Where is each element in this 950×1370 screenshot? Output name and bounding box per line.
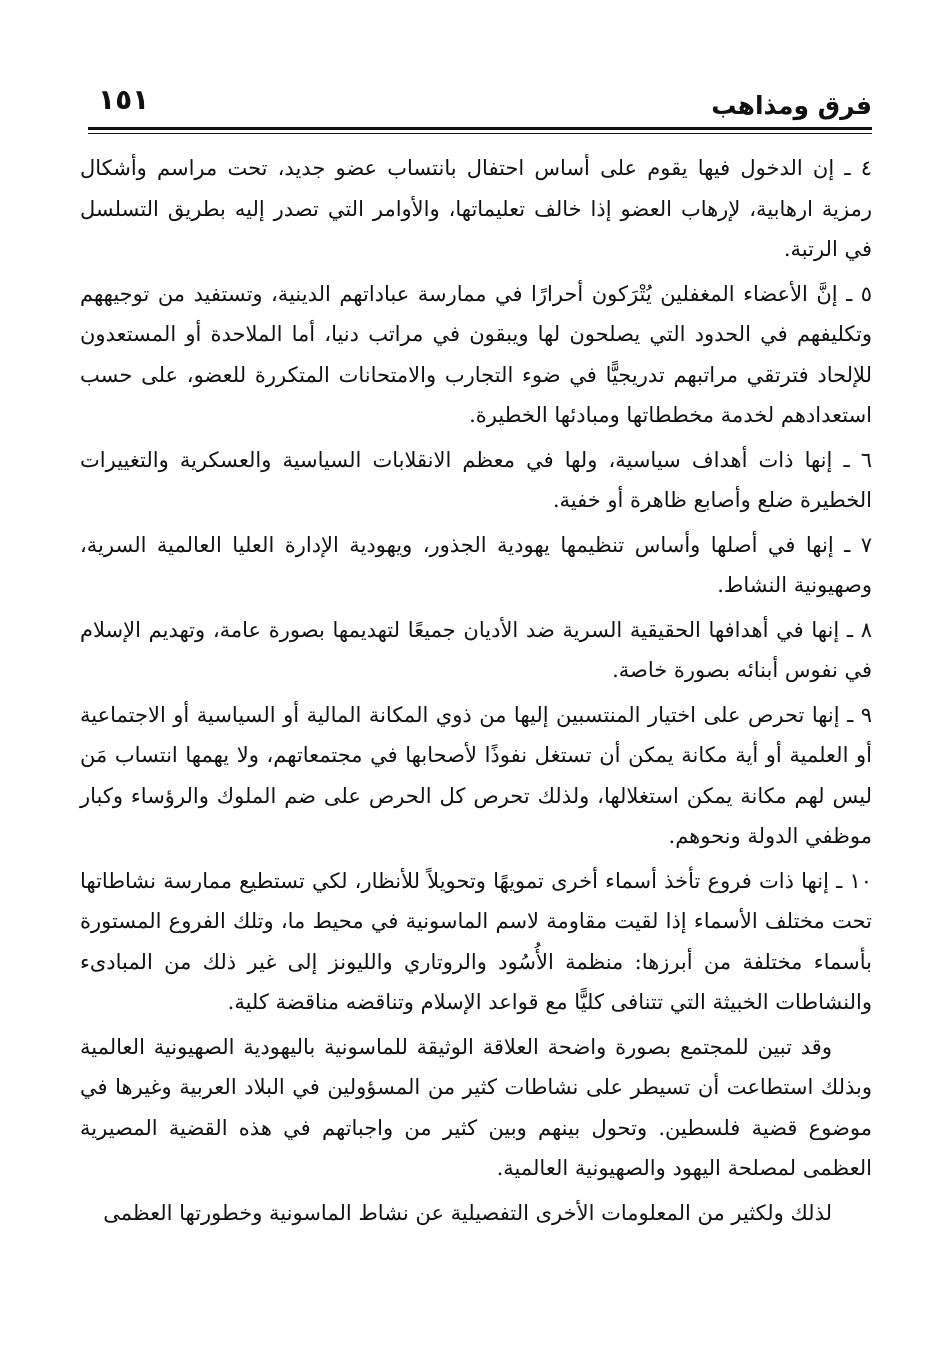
page-number: ١٥١ xyxy=(98,83,150,116)
list-item-6: ٦ ـ إنها ذات أهداف سياسية، ولها في معظم الانقلابات السياسية والعسكرية والتغييرات الخطيرة ضلع وأصابع ظاهرة أو خفية. xyxy=(80,447,872,512)
body-paragraph: وقد تبين للمجتمع بصورة واضحة العلاقة الوثيقة للماسونية باليهودية الصهيونية العالمية وبذلك استطاعت أن تسيطر على نشاطات كثير من المسؤولين في البلاد العربية وغيرها في موضوع قضية فلسطين. وتحول بينهم وبين كثير من واجباتهم في هذه القضية المصيرية العظمى لمصلحة اليهود والصهيونية العالمية. xyxy=(80,1034,872,1180)
body-text xyxy=(80,148,872,1237)
list-item-10: ١٠ ـ إنها ذات فروع تأخذ أسماء أخرى تمويهًا وتحويلاً للأنظار، لكي تستطيع ممارسة نشاطاتها تحت مختلف الأسماء إذا لقيت مقاومة لاسم الماسونية في محيط ما، وتلك الفروع المستورة بأسماء مختلفة من أبرزها: منظمة الأُسُود والروتاري والليونز إلى غير ذلك من المبادىء والنشاطات الخبيثة التي تتنافى كليًّا مع قواعد الإسلام وتناقضه مناقضة كلية. xyxy=(80,868,872,1014)
list-item-5: ٥ ـ إنَّ الأعضاء المغفلين يُتْرَكون أحرارًا في ممارسة عباداتهم الدينية، وتستفيد من توجيههم وتكليفهم في الحدود التي يصلحون لها ويبقون في مراتب دنيا، أما الملاحدة أو المستعدون للإلحاد فترتقي مراتبهم تدريجيًّا في ضوء التجارب والامتحانات المتكررة للعضو، على حسب استعدادهم لخدمة مخططاتها ومبادئها الخطيرة. xyxy=(80,281,872,427)
body-paragraph-continued: لذلك ولكثير من المعلومات الأخرى التفصيلية عن نشاط الماسونية وخطورتها العظمى xyxy=(103,1200,832,1225)
running-header xyxy=(88,82,872,128)
header-rule-secondary xyxy=(88,133,872,134)
list-item-4: ٤ ـ إن الدخول فيها يقوم على أساس احتفال بانتساب عضو جديد، تحت مراسم وأشكال رمزية ارهابية، لإرهاب العضو إذا خالف تعليماتها، والأوامر التي تصدر إليه بطريق التسلسل في الرتبة. xyxy=(80,156,872,261)
list-item-9: ٩ ـ إنها تحرص على اختيار المنتسبين إليها من ذوي المكانة المالية أو السياسية أو الاجتماعية أو العلمية أو أية مكانة يمكن أن تستغل نفوذًا لأصحابها في مجتمعاتهم، ولا يهمها انتساب مَن ليس لهم مكانة يمكن استغلالها، ولذلك تحرص كل الحرص على ضم الملوك والرؤساء وكبار موظفي الدولة ونحوهم. xyxy=(80,702,872,848)
list-item-7: ٧ ـ إنها في أصلها وأساس تنظيمها يهودية الجذور، ويهودية الإدارة العليا العالمية السرية، وصهيونية النشاط. xyxy=(80,532,872,597)
running-title: فرق ومذاهب xyxy=(711,91,872,120)
header-rule xyxy=(88,127,872,130)
list-item-8: ٨ ـ إنها في أهدافها الحقيقية السرية ضد الأديان جميعًا لتهديمها بصورة عامة، وتهديم الإسلام في نفوس أبنائه بصورة خاصة. xyxy=(80,617,872,682)
